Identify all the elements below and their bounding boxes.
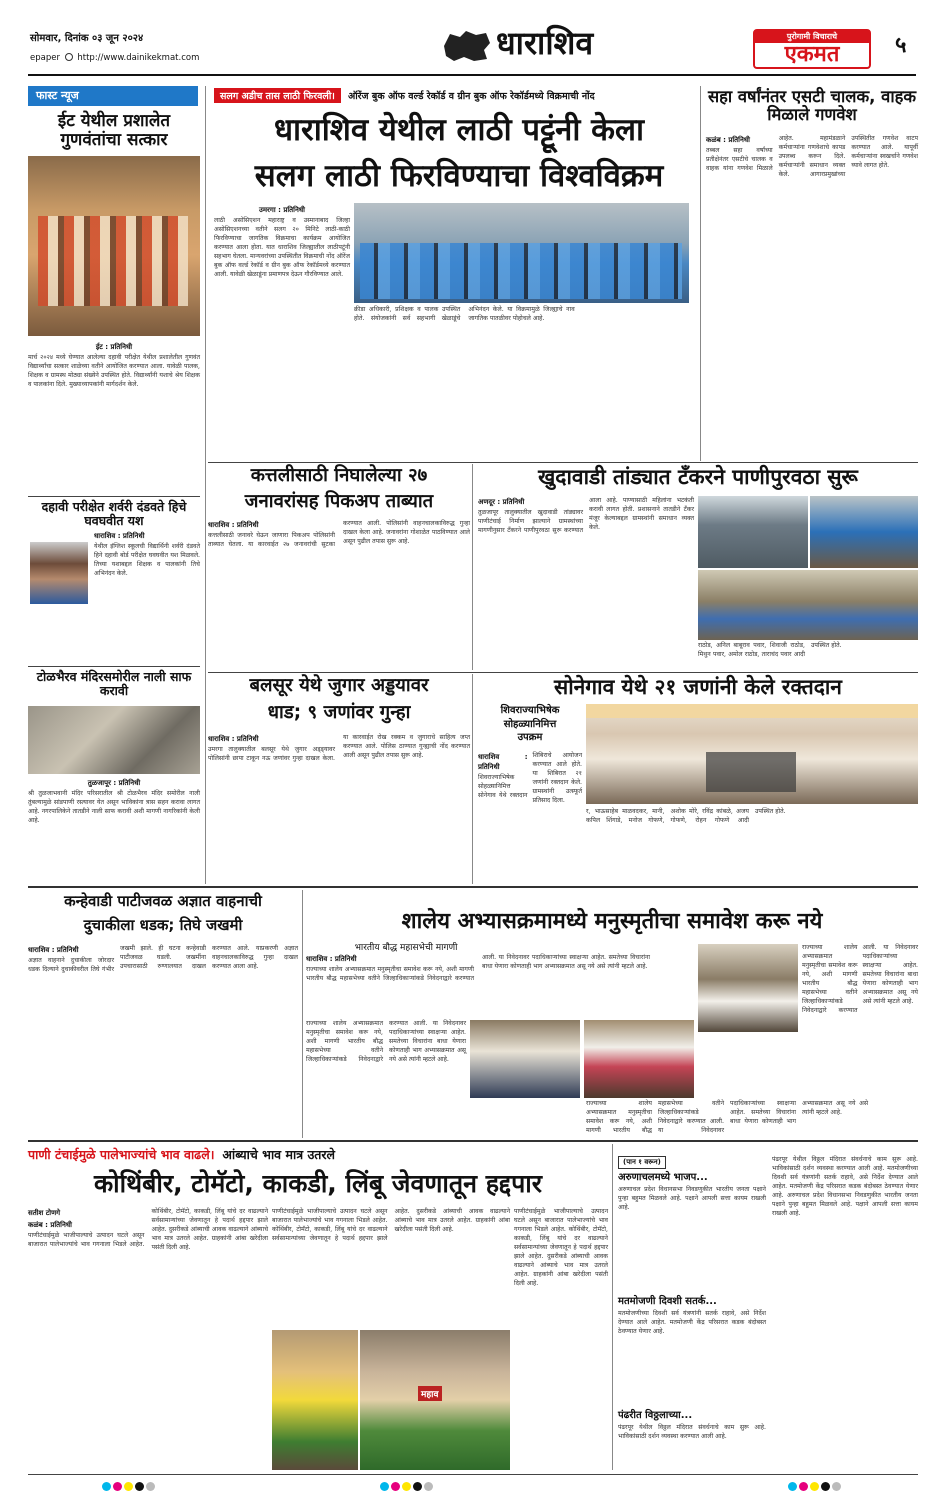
black-dot: [413, 1482, 422, 1491]
magenta-dot: [799, 1482, 808, 1491]
manusmriti-text: राज्याच्या शालेय अभ्यासक्रमात मनुस्मृतीचा समावेश करू नये, अशी मागणी भारतीय बौद्ध महासभेच्या वतीने जिल्हाधिकाऱ्यांकडे निवेदनाद्वारे करण्यात आली. या निवेदनावर पदाधिकाऱ्यांच्या स्वाक्षऱ्या आहेत. समतेच्या विचारांना बाधा येणारा कोणताही भाग अभ्यासक्रमात असू नये असे त्यांनी म्हटले आहे.: [306, 954, 650, 983]
lead-text: लाठी असोसिएशन महाराष्ट्र व उस्मानाबाद जिल्हा असोसिएशनच्या वतीने सलग २० मिनिटे लाठी-काठी फिरविण्याचा जागतिक विक्रमाचा कार्यक्रम आयोजित करण्यात आला होता. यात धाराशिव जिल्ह्यातील लाठीपटूंनी सहभाग घेतला. मान्यवरांच्या उपस्थितीत विक्रमाची नोंद ऑरेंज बुक ऑफ वर्ल्ड रेकॉर्ड व ग्रीन बुक ऑफ रेकॉर्डमध्ये करण्यात आली. यावेळी खेळाडूंना प्रमाणपत्र देऊन गौरविण्यात आले.: [214, 217, 350, 279]
st-text: तब्बल सहा वर्षांच्या प्रतीक्षेनंतर एसटीचे चालक व वाहक यांना गणवेश मिळाले आहेत. महामंडळाने कर्मचाऱ्यांना गणवेशाचे कापड उपलब्ध करून दिले. कर्मचाऱ्यांनी समाधान व्यक्त केले. आगारप्रमुखांच्या उपस्थितीत गणवेश वाटप करण्यात आले. यापूर्वी कर्मचाऱ्यांना स्वखर्चाने गणवेश घ्यावे लागत होते.: [706, 135, 918, 178]
student-felicitation-photo: [28, 156, 200, 336]
sidebar-story3-byline: तुळजापूर : प्रतिनिधी: [87, 779, 141, 787]
lead-body: [214, 205, 350, 460]
blood-text: शिवराज्याभिषेक सोहळ्यानिमित्त सोनेगाव येथे रक्तदान शिबिराचे आयोजन करण्यात आले होते. या शिबिरात २१ जणांनी रक्तदान केले. ग्रामस्थांनी उत्स्फूर्त प्रतिसाद दिला.: [478, 752, 582, 804]
lead-kicker: [214, 88, 704, 103]
pickup-text: कत्तलीसाठी जनावरे घेऊन जाणारा पिकअप पोलिसांनी ताब्यात घेतला. या कारवाईत २७ जनावरांची सुटका करण्यात आली. पोलिसांनी वाहनचालकाविरुद्ध गुन्हा दाखल केला आहे. जनावरांना गोशाळेत पाठविण्यात आले असून पुढील तपास सुरू आहे.: [208, 520, 470, 549]
row1-divider: [208, 462, 918, 463]
sidebar-story3-text: श्री तुळजाभवानी मंदिर परिसरातील श्री टोळभैरव मंदिर समोरील नाली तुंबल्यामुळे सांडपाणी रस्त्यावर येत असून भाविकांना त्रास सहन करावा लागत आहे. नगरपालिकेने तातडीने नाली साफ करावी अशी मागणी नागरिकांनी केली आहे.: [28, 790, 200, 825]
gambling-byline: धाराशिव : प्रतिनिधी: [208, 735, 259, 743]
epaper-url[interactable]: http://www.dainikekmat.com: [77, 53, 200, 63]
sidebar-story1-byline: ईट : प्रतिनिधी: [95, 343, 133, 351]
brief-3-body: पंढरपूर येथील विठ्ठल मंदिरात संवर्धनाचे काम सुरू आहे. भाविकांसाठी दर्शन व्यवस्था करण्यात आली आहे.: [618, 1424, 766, 1440]
district-map-icon: [440, 28, 492, 64]
cyan-dot: [102, 1482, 111, 1491]
blood-subhead-line2: सोहळ्यानिमित्त: [503, 718, 557, 730]
brief-2-body: मतमोजणीच्या दिवशी सर्व यंत्रणांनी सतर्क राहावे, असे निर्देश देण्यात आले आहेत. मतमोजणी केंद्र परिसरात कडक बंदोबस्त ठेवण्यात येणार आहे.: [618, 1310, 766, 1335]
sidebar: [28, 86, 203, 884]
sidebar-divider-2: [28, 666, 200, 667]
gambling-column-rule: [472, 674, 473, 884]
manusmriti-body: [306, 954, 650, 1018]
masthead: [0, 0, 945, 74]
gambling-body: [208, 734, 470, 882]
villagers-group-photo: [698, 570, 918, 640]
blood-subhead-line1: शिवराज्याभिषेक: [500, 705, 560, 716]
accident-text: अज्ञात वाहनाने दुचाकीला जोरदार धडक दिल्याने दुचाकीवरील तिघे गंभीर जखमी झाले. ही घटना कन्हेवाडी पाटीजवळ घडली. जखमींना उपचारासाठी रुग्णालयात दाखल करण्यात आले. याप्रकरणी अज्ञात वाहनचालकाविरुद्ध गुन्हा दाखल करण्यात आला आहे.: [28, 945, 298, 974]
gambling-headline-line2: धाड; ९ जणांवर गुन्हा: [267, 702, 411, 723]
accident-headline-line1: कन्हेवाडी पाटीजवळ अज्ञात वाहनाची: [64, 892, 262, 910]
vegetables-byline: कळंब : प्रतिनिधी: [28, 1221, 72, 1230]
sidebar-story3-headline: टोळभैरव मंदिरसमोरील नाली साफ करावी: [36, 669, 192, 698]
accident-headline-line2: दुचाकीला धडक; तिघे जखमी: [83, 916, 243, 934]
manusmriti-body-2: राज्याच्या शालेय अभ्यासक्रमात मनुस्मृतीचा समावेश करू नये, अशी मागणी भारतीय बौद्ध महासभेच्या वतीने जिल्हाधिकाऱ्यांकडे निवेदनाद्वारे करण्यात आली. या निवेदनावर पदाधिकाऱ्यांच्या स्वाक्षऱ्या आहेत. समतेच्या विचारांना बाधा येणारा कोणताही भाग अभ्यासक्रमात असू नये असे त्यांनी म्हटले आहे.: [306, 1020, 466, 1063]
brief-1-body: अरुणाचल प्रदेश विधानसभा निवडणुकीत भारतीय जनता पक्षाने पुन्हा बहुमत मिळवले आहे. पक्षाने आपली सत्ता कायम राखली आहे.: [618, 1186, 766, 1211]
gambling-text: उमरगा तालुक्यातील बलसूर येथे जुगार अड्ड्यावर पोलिसांनी छापा टाकून नऊ जणांवर गुन्हा दाखल केला. या कारवाईत रोख रक्कम व जुगाराचे साहित्य जप्त करण्यात आले. पोलिस ठाण्यात गुन्ह्याची नोंद करण्यात आली असून पुढील तपास सुरू आहे.: [208, 734, 470, 763]
brief-continued-column: [772, 1156, 918, 1470]
pickup-headline-line2: जनावरांसह पिकअप ताब्यात: [244, 491, 434, 512]
lead-byline: उमरगा : प्रतिनिधी: [259, 206, 305, 214]
pickup-byline: धाराशिव : प्रतिनिधी: [208, 521, 259, 529]
brief-1: [618, 1172, 766, 1292]
epaper-line: [30, 53, 199, 63]
memorandum-photo-3: [698, 944, 798, 1032]
black-dot: [135, 1482, 144, 1491]
vegetables-kicker-rest: आंब्याचे भाव मात्र उतरले: [222, 1147, 336, 1162]
lead-kicker-rest: ऑरेंज बुक ऑफ वर्ल्ड रेकॉर्ड व ग्रीन बुक ऑफ रेकॉर्डमध्ये विक्रमाची नोंद: [347, 91, 595, 102]
brand-logo: एकमत: [784, 42, 840, 67]
sidebar-column-rule: [205, 86, 206, 884]
student-portrait-photo: [30, 542, 88, 604]
epaper-label: epaper: [30, 53, 60, 63]
manusmriti-body-3: राज्याच्या शालेय अभ्यासक्रमात मनुस्मृतीचा समावेश करू नये, अशी मागणी भारतीय बौद्ध महासभेच्या वतीने जिल्हाधिकाऱ्यांकडे निवेदनाद्वारे करण्यात आली. या निवेदनावर पदाधिकाऱ्यांच्या स्वाक्षऱ्या आहेत. समतेच्या विचारांना बाधा येणारा कोणताही भाग अभ्यासक्रमात असू नये असे त्यांनी म्हटले आहे.: [586, 1100, 868, 1134]
yellow-dot: [810, 1482, 819, 1491]
yellow-dot: [402, 1482, 411, 1491]
manusmriti-body-4: राज्याच्या शालेय अभ्यासक्रमात मनुस्मृतीचा समावेश करू नये, अशी मागणी भारतीय बौद्ध महासभेच्या वतीने जिल्हाधिकाऱ्यांकडे निवेदनाद्वारे करण्यात आली. या निवेदनावर पदाधिकाऱ्यांच्या स्वाक्षऱ्या आहेत. समतेच्या विचारांना बाधा येणारा कोणताही भाग अभ्यासक्रमात असू नये असे त्यांनी म्हटले आहे.: [802, 944, 918, 1014]
water-text: तुळजापूर तालुक्यातील खुदावाडी तांड्यावर पाणीटंचाई निर्माण झाल्याने ग्रामस्थांच्या मागणीनुसार टँकरने पाणीपुरवठा सुरू करण्यात आला आहे. पाण्यासाठी महिलांना भटकंती करावी लागत होती. प्रशासनाने तातडीने टँकर मंजूर केल्याबद्दल ग्रामस्थांनी समाधान व्यक्त केले.: [478, 497, 694, 535]
row4-divider: [28, 1140, 918, 1142]
blood-donation-photo: [586, 704, 918, 804]
sidebar-story1-headline: ईट येथील प्रशालेत गुणवंतांचा सत्कार: [57, 111, 171, 150]
vegetables-author: सतीश टोणगे: [28, 1209, 61, 1217]
brief-1-title: अरुणाचलमध्ये भाजप...: [618, 1172, 708, 1183]
header-rule: [28, 74, 916, 76]
pickup-body: [208, 520, 470, 670]
st-headline: सहा वर्षांनंतर एसटी चालक, वाहक मिळाले गणवेश: [707, 87, 917, 125]
brief-3-title: पंढरीत विठ्ठलाच्या...: [618, 1410, 693, 1421]
magenta-dot: [113, 1482, 122, 1491]
vegetables-body-3: पाणीटंचाईमुळे भाजीपाल्याचे उत्पादन घटले असून बाजारात पालेभाज्यांचे भाव गगनाला भिडले आहेत. कोथिंबीर, टोमॅटो, काकडी, लिंबू यांचे दर वाढल्याने सर्वसामान्यांच्या जेवणातून हे पदार्थ हद्दपार झाले आहेत. दुसरीकडे आंब्याची आवक वाढल्याने आंब्याचे भाव मात्र उतरले आहेत. ग्राहकांनी आंबा खरेदीला पसंती दिली आहे.: [514, 1208, 608, 1287]
brief-continued-text-3: अरुणाचल प्रदेश विधानसभा निवडणुकीत भारतीय जनता पक्षाने पुन्हा बहुमत मिळवले आहे. पक्षाने आपली सत्ता कायम राखली आहे.: [772, 1191, 919, 1217]
row3-divider: [28, 886, 918, 888]
brief-2: [618, 1296, 766, 1406]
vegetables-kicker-tag: पाणी टंचाईमुळे पालेभाज्यांचे भाव वाढले।: [28, 1147, 215, 1162]
accident-column-rule: [302, 890, 303, 1138]
sidebar-story2-body: [94, 531, 200, 661]
grey-dot: [146, 1482, 155, 1491]
lead-body-2: क्रीडा अधिकारी, प्रशिक्षक व पालक उपस्थित होते. संयोजकांनी सर्व सहभागी खेळाडूंचे अभिनंदन केले. या विक्रमामुळे जिल्ह्याचे नाव जागतिक पातळीवर पोहोचले आहे.: [354, 306, 575, 322]
vegetables-body-2: पाणीटंचाईमुळे भाजीपाल्याचे उत्पादन घटले असून बाजारात पालेभाज्यांचे भाव गगनाला भिडले आहेत. कोथिंबीर, टोमॅटो, काकडी, लिंबू यांचे दर वाढल्याने सर्वसामान्यांच्या जेवणातून हे पदार्थ हद्दपार झाले आहेत. दुसरीकडे आंब्याची आवक वाढल्याने आंब्याचे भाव मात्र उतरले आहेत. ग्राहकांनी आंबा खरेदीला पसंती दिली आहे.: [272, 1208, 510, 1242]
brief-continued-text-2: मतमोजणीच्या दिवशी सर्व यंत्रणांनी सतर्क राहावे, असे निर्देश देण्यात आले आहेत. मतमोजणी केंद्र परिसरात कडक बंदोबस्त ठेवण्यात येणार आहे.: [772, 1164, 919, 1199]
sidebar-divider-1: [28, 496, 200, 497]
water-byline: अणदूर : प्रतिनिधी: [478, 498, 525, 506]
water-tank-photo: [810, 496, 918, 568]
brand-tagline: पुरोगामी विचाराचे: [755, 31, 869, 43]
lathi-team-photo: [354, 203, 689, 303]
cyan-dot: [788, 1482, 797, 1491]
blood-byline: धाराशिव : प्रतिनिधी: [478, 753, 528, 772]
yellow-dot: [124, 1482, 133, 1491]
vegetables-column-rule: [612, 1144, 613, 1470]
footer-rule: [28, 1474, 918, 1475]
manusmriti-byline: धाराशिव : प्रतिनिधी: [306, 955, 357, 963]
black-dot: [821, 1482, 830, 1491]
page-number: ५: [895, 33, 907, 58]
st-body: [706, 135, 918, 460]
sidebar-story1-body: [28, 342, 200, 490]
brief-continued-text-1: पंढरपूर येथील विठ्ठल मंदिरात संवर्धनाचे काम सुरू आहे. भाविकांसाठी दर्शन व्यवस्था करण्यात आली आहे.: [772, 1156, 918, 1172]
fast-news-label: फास्ट न्यूज: [28, 86, 198, 106]
sidebar-story1-text: मार्च २०२४ मध्ये घेण्यात आलेल्या दहावी परीक्षेत येथील प्रशालेतील गुणवंत विद्यार्थ्यांचा सत्कार शाळेच्या वतीने आयोजित करण्यात आला. यावेळी पालक, शिक्षक व ग्रामस्थ मोठ्या संख्येने उपस्थित होते. विद्यार्थ्यांनी यशाचे श्रेय शिक्षक व पालकांना दिले. मुख्याध्यापकांनी मार्गदर्शन केले.: [28, 354, 200, 389]
manusmriti-headline: शालेय अभ्यासक्रमामध्ये मनुस्मृतीचा समावेश करू नये: [401, 909, 823, 934]
row2-divider: [208, 672, 918, 673]
brand-box: [753, 29, 871, 69]
memorandum-photo-1: [470, 1020, 580, 1098]
water-body: [478, 497, 694, 667]
accident-body: [28, 945, 298, 1135]
lead-column-rule: [700, 86, 701, 461]
accident-byline: धाराशिव : प्रतिनिधी: [28, 946, 79, 954]
blood-subhead-box: [478, 704, 582, 750]
grey-dot: [832, 1482, 841, 1491]
vegetable-vendor-photo-2: [360, 1330, 510, 1470]
drain-photo: [28, 706, 200, 774]
vegetables-text: पाणीटंचाईमुळे भाजीपाल्याचे उत्पादन घटले असून बाजारात पालेभाज्यांचे भाव गगनाला भिडले आहेत. कोथिंबीर, टोमॅटो, काकडी, लिंबू यांचे दर वाढल्याने सर्वसामान्यांच्या जेवणातून हे पदार्थ हद्दपार झाले आहेत. दुसरीकडे आंब्याची आवक वाढल्याने आंब्याचे भाव मात्र उतरले आहेत. ग्राहकांनी आंबा खरेदीला पसंती दिली आहे.: [28, 1208, 268, 1251]
section-title: धाराशिव: [496, 24, 594, 62]
st-byline: कळंब : प्रतिनिधी: [706, 136, 750, 144]
memorandum-photo-2: [584, 1020, 694, 1098]
pickup-column-rule: [472, 464, 473, 670]
pickup-headline-line1: कत्तलीसाठी निघालेल्या २७: [250, 465, 428, 486]
briefs-label: (पान १ वरून): [618, 1156, 666, 1169]
water-headline: खुदावाडी तांड्यात टँकरने पाणीपुरवठा सुरू: [538, 465, 858, 489]
vegetables-body: [28, 1208, 268, 1470]
lead-headline-line1: धाराशिव येथील लाठी पट्टूंनी केला: [273, 112, 645, 148]
vegetable-vendor-photo-1: [272, 1330, 358, 1470]
page-date: सोमवार, दिनांक ०३ जून २०२४: [30, 33, 144, 44]
magenta-dot: [391, 1482, 400, 1491]
gambling-headline-line1: बलसूर येथे जुगार अड्डयावर: [249, 675, 429, 696]
vegetables-kicker: [28, 1146, 608, 1163]
sidebar-story3-body: [28, 778, 200, 882]
water-tanker-photo: [698, 496, 808, 568]
lead-headline-line2: सलग लाठी फिरविण्याचा विश्वविक्रम: [254, 158, 664, 194]
blood-body: [478, 752, 582, 880]
brief-3: [618, 1410, 766, 1470]
water-photo-caption: राठोड, अनिल बाबूराव पवार, शिवाजी राठोड, मिथुन पवार, अमोल राठोड, ताराचंद पवार आदी उपस्थित होते.: [698, 642, 842, 658]
blood-headline: सोनेगाव येथे २१ जणांनी केले रक्तदान: [554, 675, 842, 699]
brief-2-title: मतमोजणी दिवशी सतर्क...: [618, 1296, 717, 1307]
lead-kicker-tag: सलग अडीच तास लाठी फिरवली।: [214, 88, 341, 103]
manusmriti-subhead: भारतीय बौद्ध महासभेची मागणी: [354, 943, 458, 953]
stall-sign: महाव: [418, 1386, 442, 1401]
sidebar-story2-headline: दहावी परीक्षेत शर्वरी दंडवते हिचे घवघवीत यश: [41, 499, 187, 528]
cyan-dot: [380, 1482, 389, 1491]
blood-subhead-line3: उपक्रम: [517, 732, 543, 743]
grey-dot: [424, 1482, 433, 1491]
blood-photo-caption: र, भाऊसाहेब माळवदकर, मानी, कपिल शिंगाडे, मनोज गोफणे, अशोक मोरे, रविंद्र कांबळे, अजय गोफणे, रोहन गोफणे आदी उपस्थित होते.: [586, 808, 786, 824]
globe-icon: [65, 53, 73, 61]
sidebar-story2-byline: धाराशिव : प्रतिनिधी: [94, 532, 145, 540]
vegetables-headline: कोथिंबीर, टोमॅटो, काकडी, लिंबू जेवणातून हद्दपार: [93, 1169, 543, 1198]
sidebar-story2-text: येथील इंग्लिश स्कूलची विद्यार्थिनी शर्वरी दंडवते हिने दहावी बोर्ड परीक्षेत घवघवीत यश मिळवले. तिच्या यशाबद्दल शिक्षक व पालकांनी तिचे अभिनंदन केले.: [94, 543, 200, 578]
